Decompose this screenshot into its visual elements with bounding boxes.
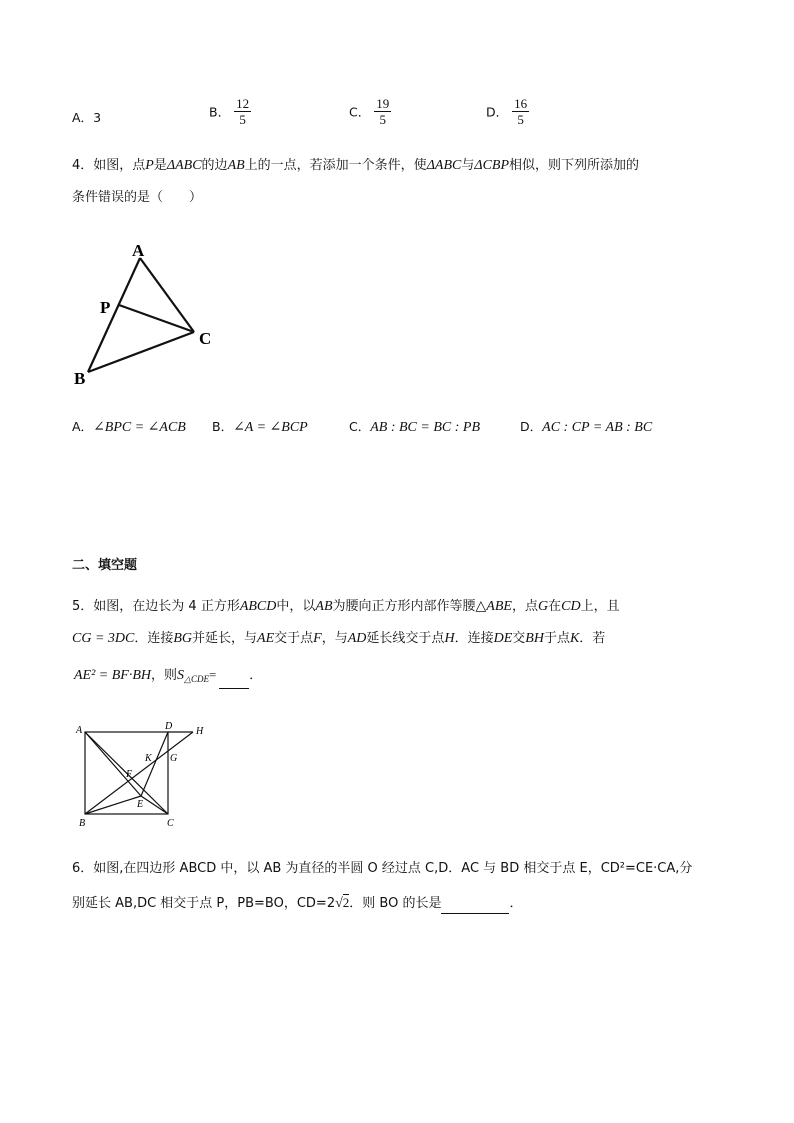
answer-blank[interactable] [219,674,249,689]
segment-pc [119,305,194,332]
sqrt-symbol: √ [335,896,343,911]
q5-stem-line1: 5．如图，在边长为 4 正方形ABCD中，以AB为腰向正方形内部作等腰△ABE，点G在CD上，且 [72,599,620,614]
q4-option-b: B．∠A = ∠BCP [212,419,308,435]
segment-ec [141,796,168,814]
q3-option-a [72,108,101,126]
q5-square-figure [72,718,222,832]
q4-triangle-figure [68,236,228,386]
label-c: C [199,329,212,348]
q4-option-d: D．AC : CP = AB : BC [520,419,653,435]
label-a: A [132,241,145,260]
label-c: C [167,818,174,829]
segment-be [85,796,144,814]
fraction: $\frac{12}{5}$ [236,96,250,127]
q5-stem-line2: CG = 3DC．连接BG并延长，与AE交于点F，与AD延长线交于点H．连接DE交BH于点K．若 [72,631,606,646]
fraction: $\frac{16}{5}$ [514,96,528,127]
option-label: D． [486,104,509,120]
q3-option-b [209,96,251,127]
label-e: E [137,799,144,810]
segment-ae [85,732,141,796]
label-b: B [79,818,86,829]
label-d: D [165,721,173,732]
q6-stem-line1: 6．如图,在四边形 ABCD 中，以 AB 为直径的半圆 O 经过点 C,D．AC 与 BD 相交于点 E，CD²=CE·CA,分 [72,861,693,876]
section-title: 二、填空题 [72,558,138,573]
option-label: C． [349,104,371,120]
label-p: P [100,298,111,317]
answer-blank[interactable] [441,899,509,914]
segment-de [141,732,168,796]
fraction: $\frac{19}{5}$ [376,96,390,127]
label-k: K [145,753,152,764]
label-b: B [74,369,86,386]
option-value: 3 [93,110,102,125]
label-f: F [126,769,133,780]
label-a: A [76,725,83,736]
q4-stem-line1: 4．如图，点P是ΔABC的边AB上的一点，若添加一个条件，使ΔABC与ΔCBP相似，则下列所添加的 [72,158,640,173]
q4-option-c: C．AB : BC = BC : PB [349,419,480,435]
label-g: G [170,753,178,764]
q6-stem-line2: 别延长 AB,DC 相交于点 P，PB=BO，CD=2√2．则 BO 的长是 ． [72,893,522,914]
option-label: B． [209,104,231,120]
q3-option-d [486,96,529,127]
segment-ac [140,258,194,332]
q4-option-a: A．∠BPC = ∠ACB [72,419,186,435]
q5-stem-line3: AE² = BF·BH，则$S_{\triangle CDE}=$ ． [74,665,262,689]
label-h: H [196,726,204,737]
q4-stem-line2: 条件错误的是（ ） [72,190,203,205]
q3-option-c [349,96,391,127]
option-label: A． [72,110,94,125]
